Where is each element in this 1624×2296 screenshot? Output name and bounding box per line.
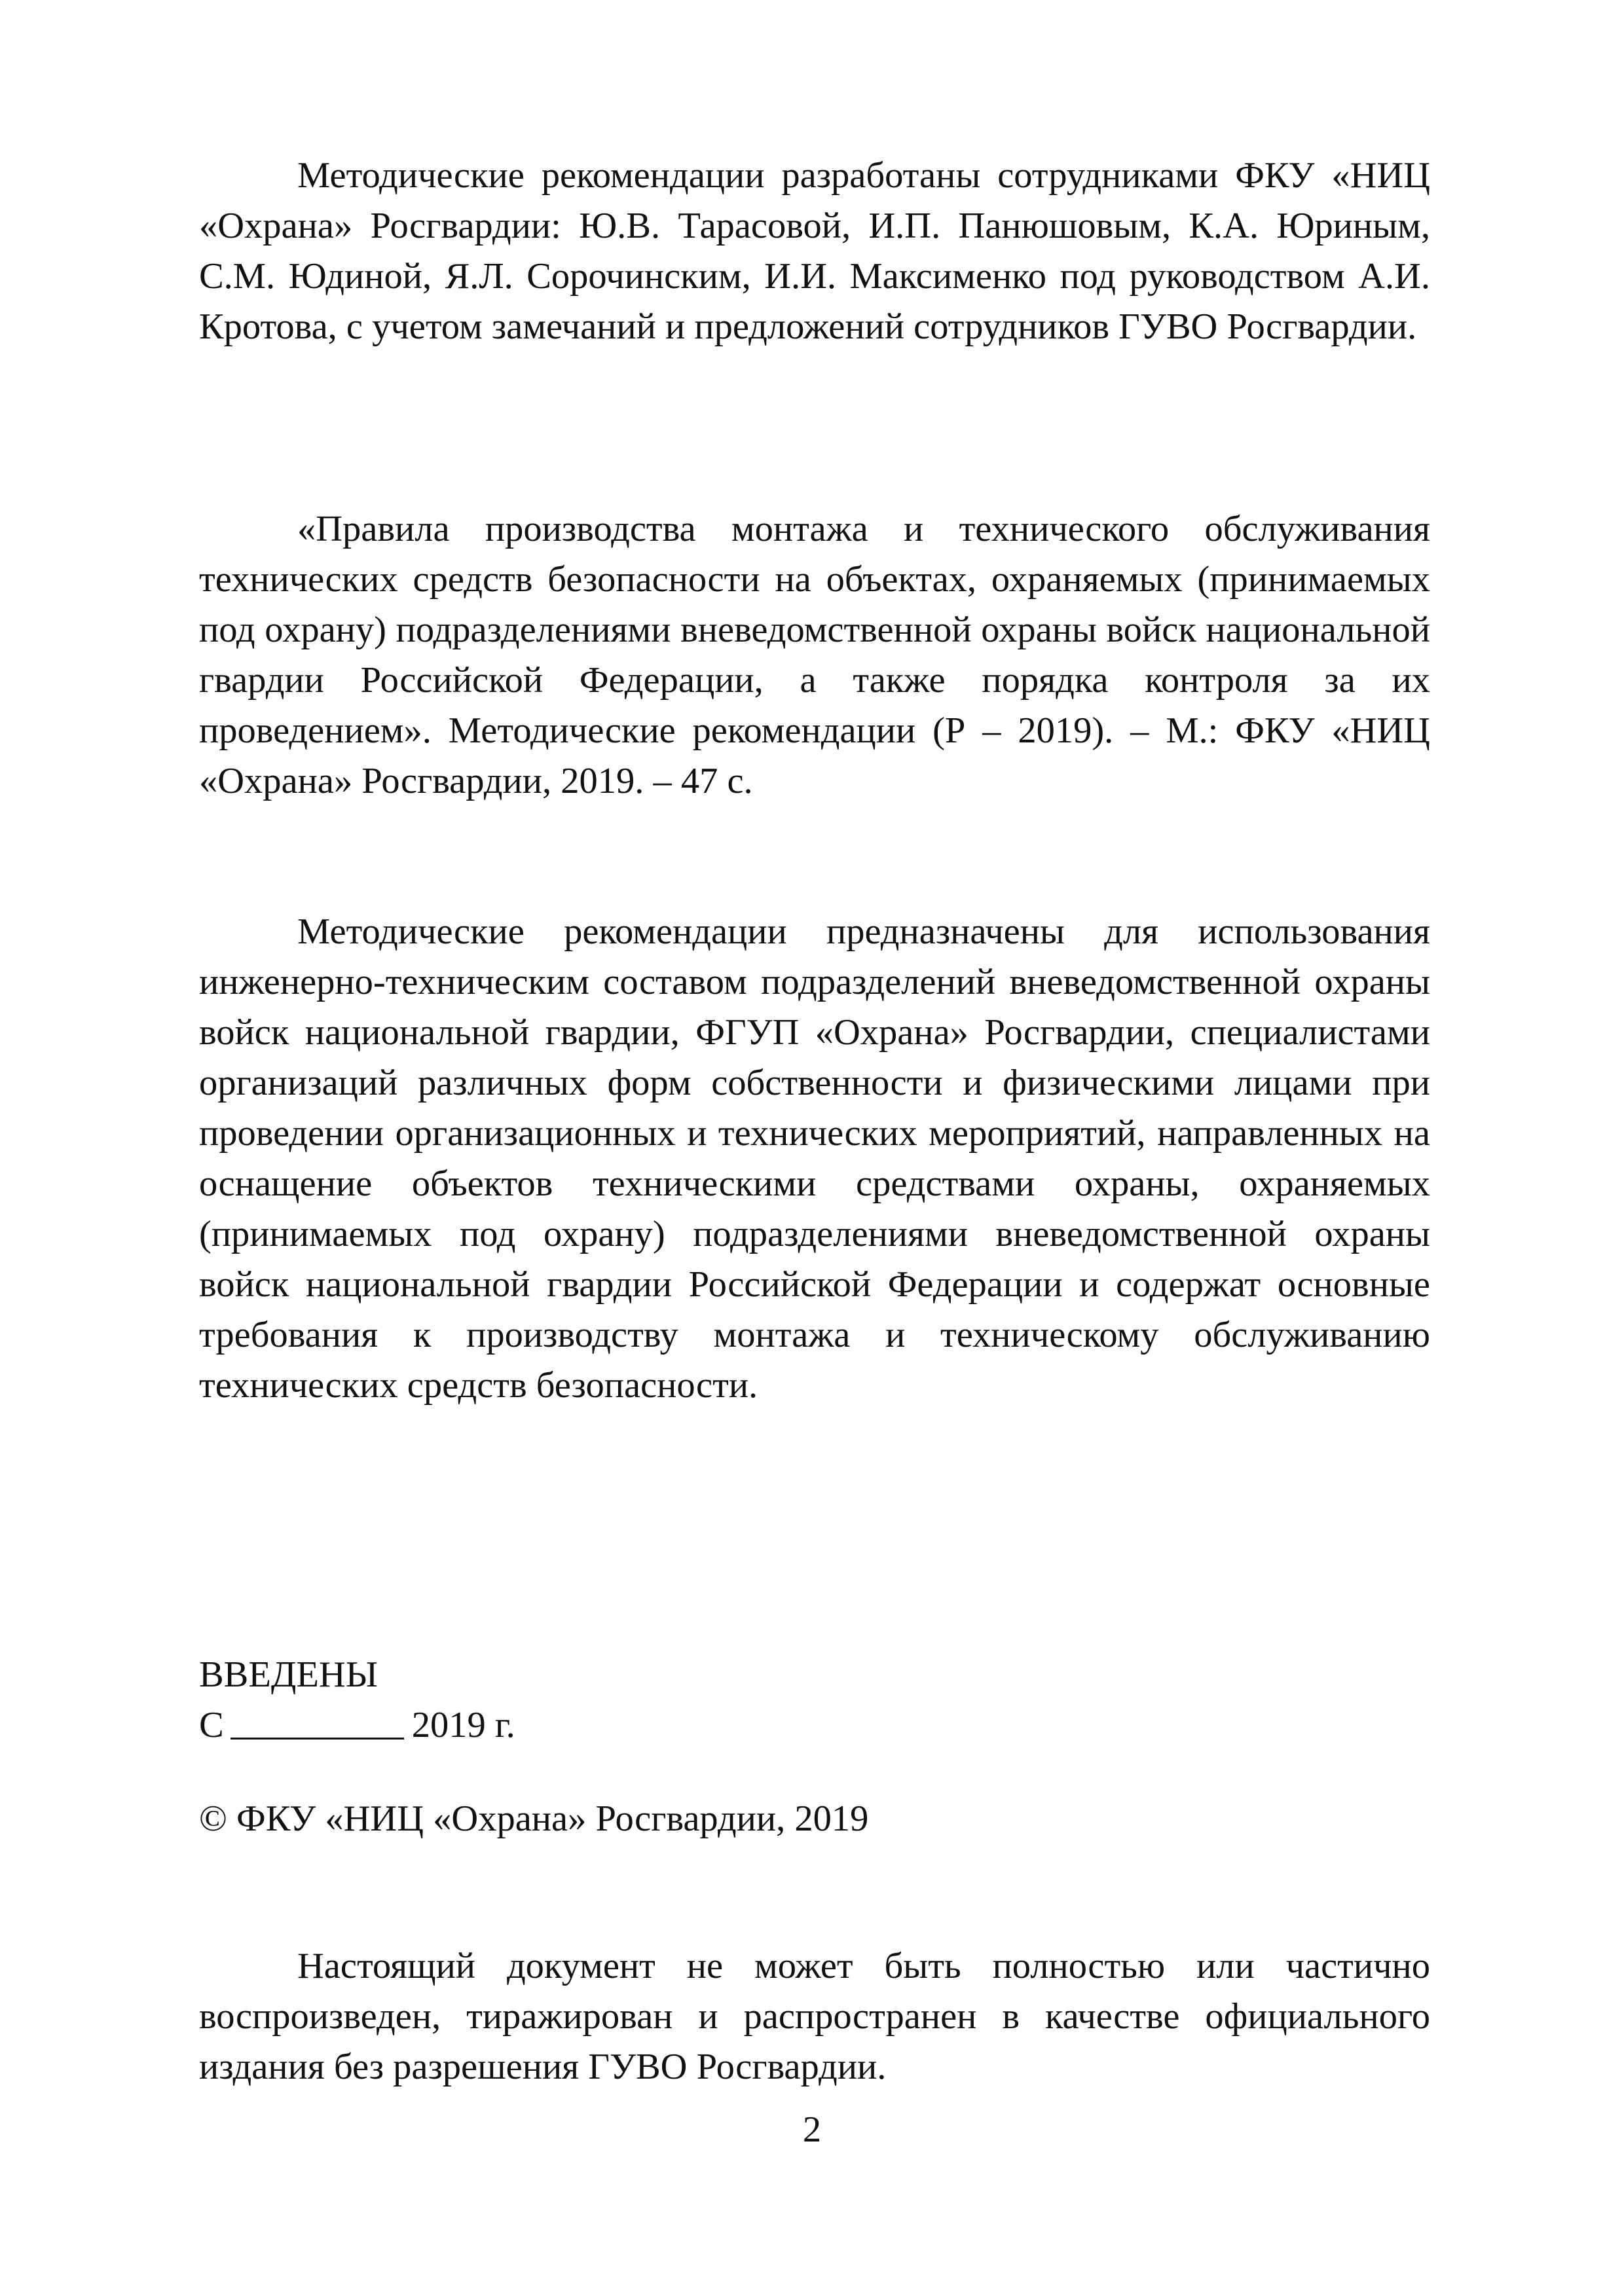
introduced-label: ВВЕДЕНЫ xyxy=(199,1654,378,1695)
purpose-paragraph: Методические рекомендации предназначены для использования инженерно-техническим составом подразделений вневедомственной охраны войск национальной гвардии, ФГУП «Охрана» Росгвардии, специалистами организаций различных форм собственности и физическими лицами при проведении организационных и технических мероприятий, направленных на оснащение объектов техническими средствами охраны, охраняемых (принимаемых под охрану) подразделениями вневедомственной охраны войск национальной гвардии Российской Федерации и содержат основные требования к производству монтажа и техническому обслуживанию технических средств безопасности. xyxy=(199,911,1430,1406)
introduced-prefix: С xyxy=(199,1705,224,1745)
notice-paragraph: Настоящий документ не может быть полностью или частично воспроизведен, тиражирован и распространен в качестве официального издания без разрешения ГУВО Росгвардии. xyxy=(199,1946,1430,2087)
citation-paragraph: «Правила производства монтажа и технического обслуживания технических средств безопасности на объектах, охраняемых (принимаемых под охрану) подразделениями вневедомственной охраны войск национальной гвардии Российской Федерации, а также порядка контроля за их проведением». Методические рекомендации (Р – 2019). – М.: ФКУ «НИЦ «Охрана» Росгвардии, 2019. – 47 с. xyxy=(199,509,1430,801)
introduced-date-line xyxy=(199,1700,1430,1751)
copyright-line: © ФКУ «НИЦ «Охрана» Росгвардии, 2019 xyxy=(199,1798,869,1839)
authors-paragraph: Методические рекомендации разработаны сотрудниками ФКУ «НИЦ «Охрана» Росгвардии: Ю.В. Тарасовой, И.П. Панюшовым, К.А. Юриным, С.М. Юдиной, Я.Л. Сорочинским, И.И. Максименко под руководством А.И. Кротова, с учетом замечаний и предложений сотрудников ГУВО Росгвардии. xyxy=(199,155,1430,347)
page-number: 2 xyxy=(802,2109,822,2150)
date-blank-line xyxy=(231,1705,404,1740)
introduced-suffix: 2019 г. xyxy=(411,1705,515,1745)
